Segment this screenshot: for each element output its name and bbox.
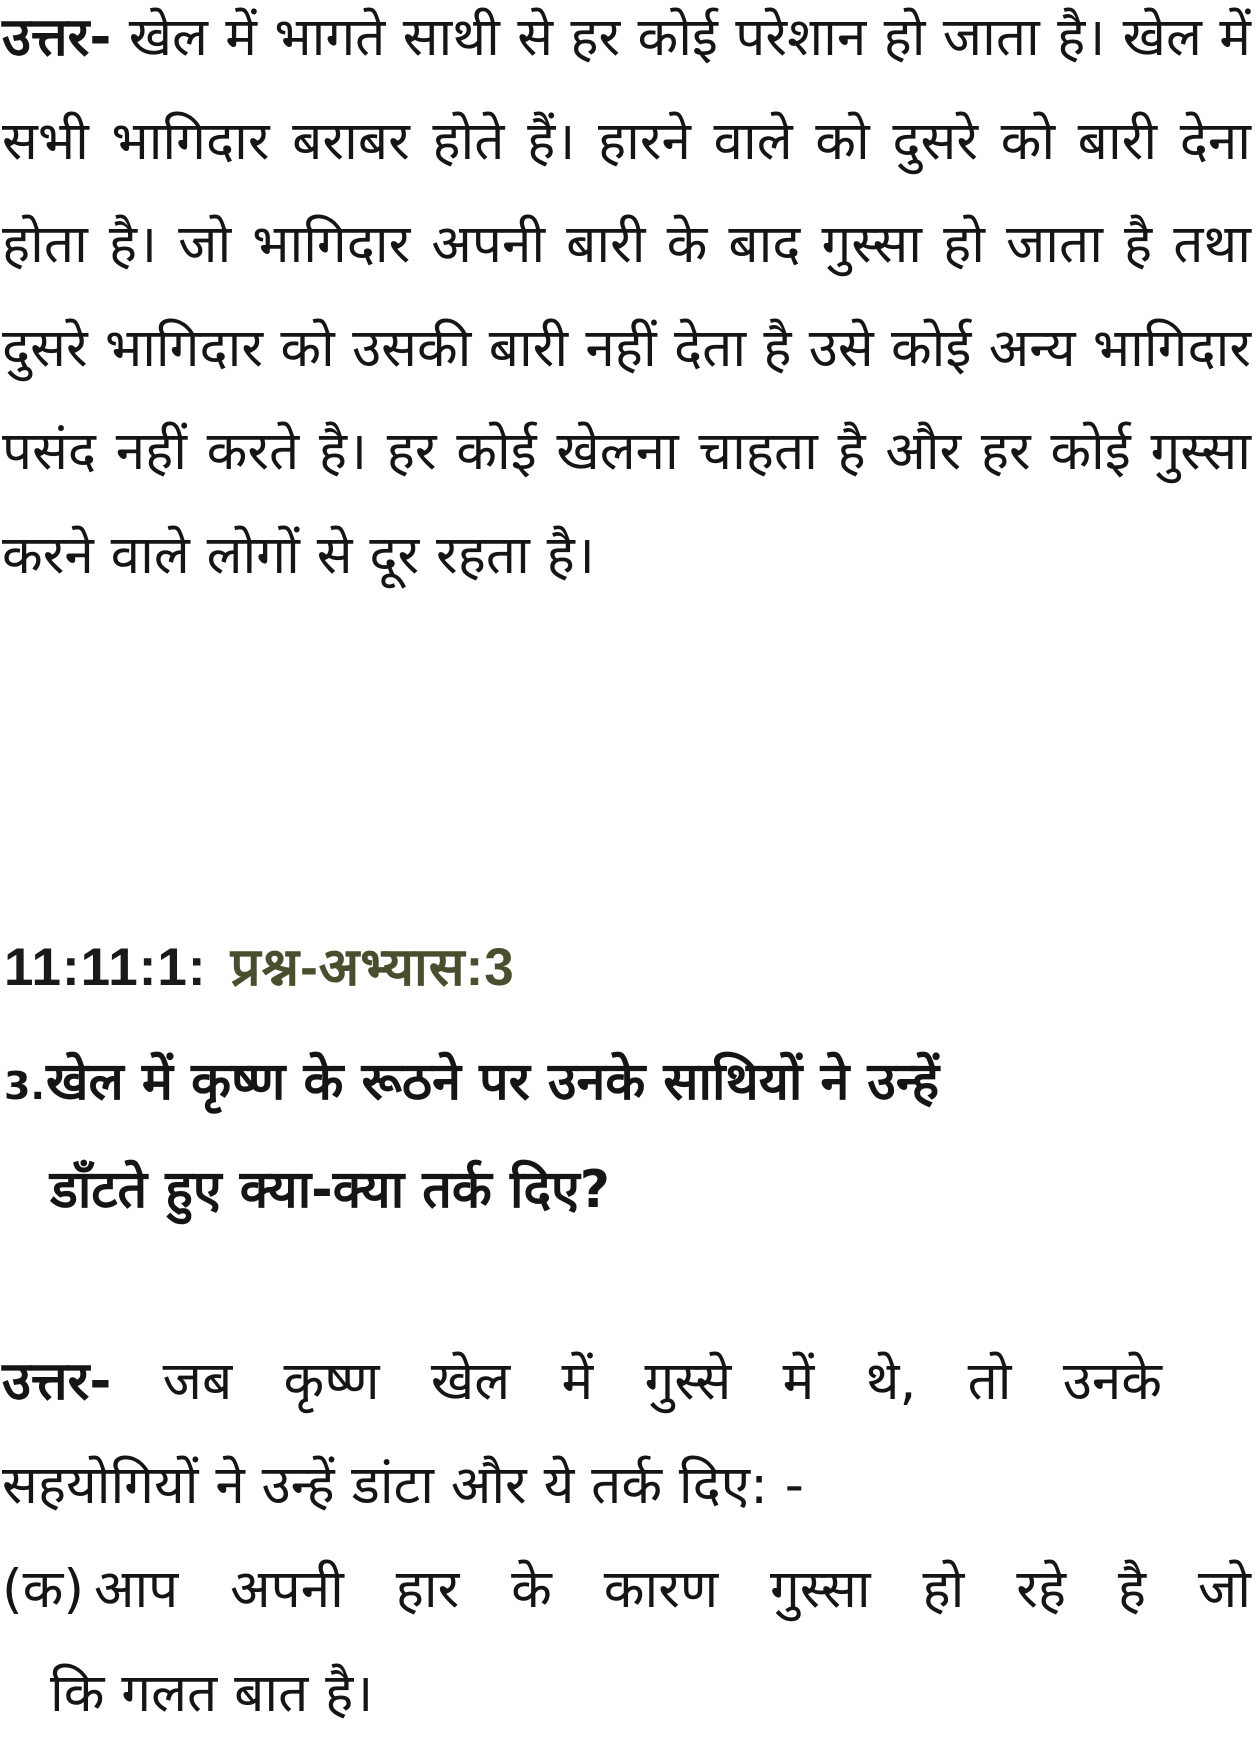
question-line-1 <box>4 1030 1204 1138</box>
point-k-label: (क) <box>2 1538 94 1642</box>
point-k <box>2 1538 1251 1745</box>
answer-text: खेल में भागते साथी से हर कोई परेशान हो जाता है। खेल में सभी भागिदार बराबर होते हैं। हारने वाले को दुसरे को बारी देना होता है। जो भागिदार अपनी बारी के बाद गुस्सा हो जाता है तथा दुसरे भागिदार को उसकी बारी नहीं देता है उसे कोई अन्य भागिदार पसंद नहीं करते है। हर कोई खेलना चाहता है और हर कोई गुस्सा करने वाले लोगों से दूर रहता है। <box>2 7 1251 586</box>
section-number: 11:11:1: <box>4 938 206 997</box>
question-number: 3. <box>4 1034 46 1138</box>
answer-2-line-1 <box>2 1330 1162 1434</box>
section-heading <box>4 928 515 1001</box>
answer-label: उत्तर- <box>2 7 111 68</box>
point-k-line-1 <box>2 1538 1251 1642</box>
answer-2-text-1: जब कृष्ण खेल में गुस्से में थे, तो उनके <box>163 1351 1162 1412</box>
question-line-2: डाँटते हुए क्या-क्या तर्क दिए? <box>4 1138 1204 1242</box>
answer-paragraph-1 <box>2 0 1251 607</box>
answer-paragraph-2 <box>2 1330 1251 1537</box>
point-k-text-1: आप अपनी हार के कारण गुस्सा हो रहे है जो <box>94 1559 1251 1620</box>
point-k-line-2: कि गलत बात है। <box>2 1642 1251 1745</box>
question-block <box>4 1030 1204 1242</box>
question-text-1: खेल में कृष्ण के रूठने पर उनके साथियों ने उन्हें <box>46 1052 939 1112</box>
answer-2-label: उत्तर- <box>2 1351 111 1412</box>
answer-2-line-2: सहयोगियों ने उन्हें डांटा और ये तर्क दिए: - <box>2 1434 1251 1538</box>
section-topic: प्रश्न-अभ्यास:3 <box>230 938 514 997</box>
